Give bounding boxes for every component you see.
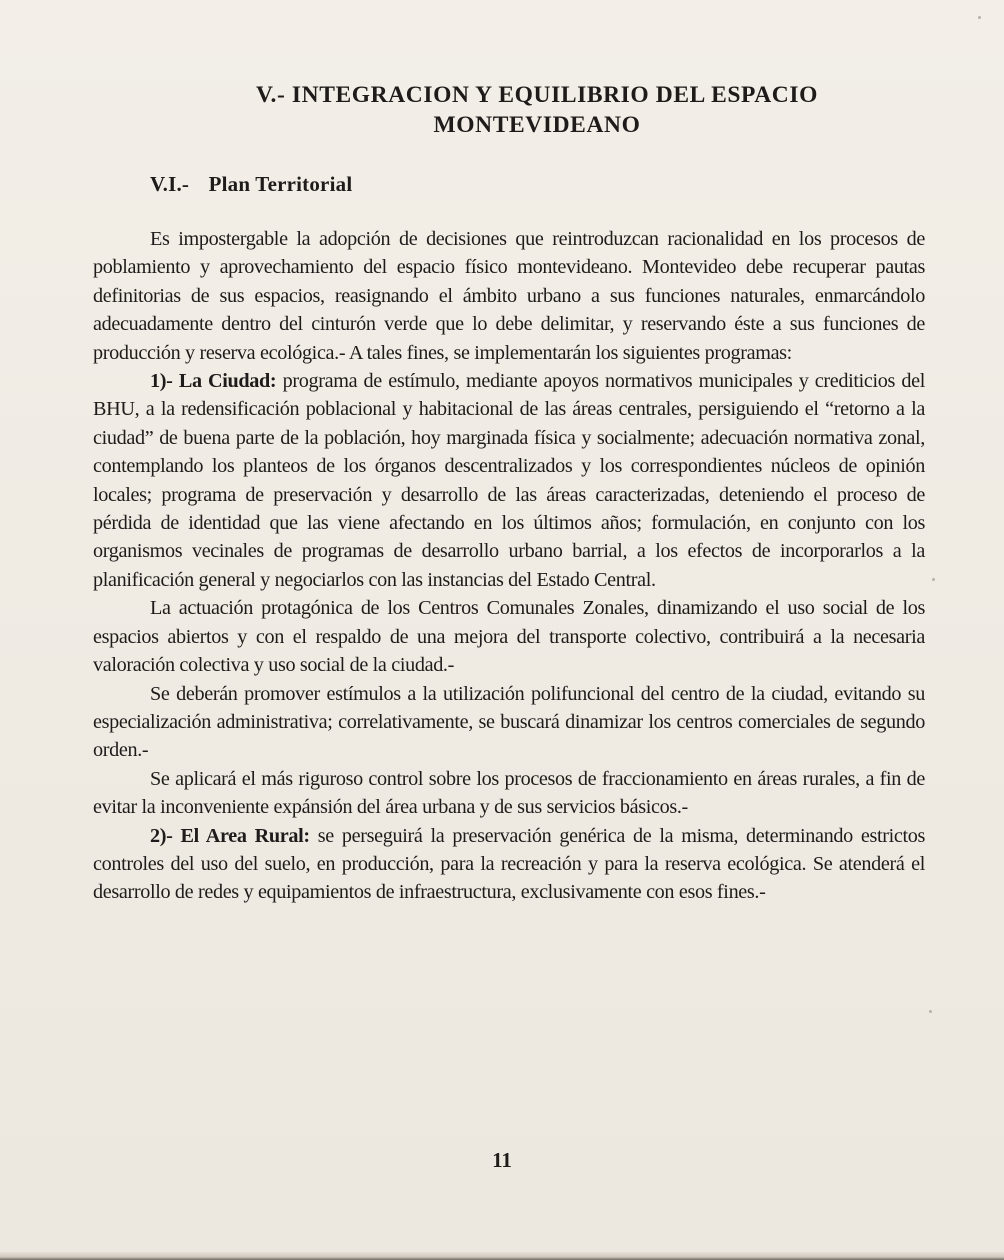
body-text — [93, 225, 925, 907]
program-2-text: se perseguirá la preservación genérica de la misma, determinando estrictos controles del uso del suelo, en producción, para la recreación y para la reserva ecológica. Se atenderá el desarrollo de redes y equipamientos de infraestructura, exclusivamente con esos fines.- — [93, 824, 925, 904]
section-title: Plan Territorial — [208, 172, 353, 196]
section-number: V.I.- — [150, 172, 190, 196]
paragraph-fraccionamiento: Se aplicará el más riguroso control sobre los procesos de fraccionamiento en áreas rurales, a fin de evitar la inconveniente expánsión del área urbana y de sus servicios básicos.- — [93, 767, 925, 819]
chapter-title-line-2: MONTEVIDEANO — [433, 112, 641, 138]
section-heading — [150, 170, 352, 198]
paragraph-centros-comunales: La actuación protagónica de los Centros Comunales Zonales, dinamizando el uso social de los espacios abiertos y con el respaldo de una mejora del transporte colectivo, contribuirá a la necesaria valoración colectiva y uso social de la ciudad.- — [93, 597, 925, 677]
chapter-title — [150, 80, 924, 140]
paragraph-la-ciudad — [93, 367, 925, 594]
paragraph-intro: Es impostergable la adopción de decisiones que reintroduzcan racionalidad en los procesos de poblamiento y aprovechamiento del espacio físico montevideano. Montevideo debe recuperar pautas definitorias de sus espacios, reasignando el ámbito urbano a sus funciones naturales, enmarcándolo adecuadamente dentro del cinturón verde que lo debe delimitar, y reservando éste a sus funciones de producción y reserva ecológica.- A tales fines, se implementarán los siguientes programas: — [93, 228, 925, 364]
paper-speck — [929, 1010, 932, 1013]
paper-speck — [932, 578, 935, 581]
paragraph-centro-ciudad: Se deberán promover estímulos a la utilización polifuncional del centro de la ciudad, evitando su especialización administrativa; correlativamente, se buscará dinamizar los centros comerciales de segundo orden.- — [93, 682, 925, 762]
paper-speck — [978, 16, 981, 19]
program-2-label: 2)- El Area Rural: — [150, 824, 310, 847]
program-1-text: programa de estímulo, mediante apoyos normativos municipales y crediticios del BHU, a la redensificación poblacional y habitacional de las áreas centrales, persiguiendo el “retorno a la ciudad” de buena parte de la población, hoy marginada física y socialmente; adecuación normativa zonal, contemplando los planteos de los órganos descentralizados y los correspondientes núcleos de opinión locales; programa de preservación y desarrollo de las áreas caracterizadas, deteniendo el proceso de pérdida de identidad que las viene afectando en los últimos años; formulación, en conjunto con los organismos vecinales de programas de desarrollo urbano barrial, a los efectos de incorporarlos a la planificación general y negociarlos con las instancias del Estado Central. — [93, 370, 925, 591]
chapter-title-line-1: V.- INTEGRACION Y EQUILIBRIO DEL ESPACIO — [256, 82, 818, 108]
page-bottom-edge — [0, 1252, 1004, 1260]
paragraph-area-rural — [93, 822, 925, 907]
page-number: 11 — [492, 1148, 512, 1172]
program-1-label: 1)- La Ciudad: — [150, 370, 277, 393]
